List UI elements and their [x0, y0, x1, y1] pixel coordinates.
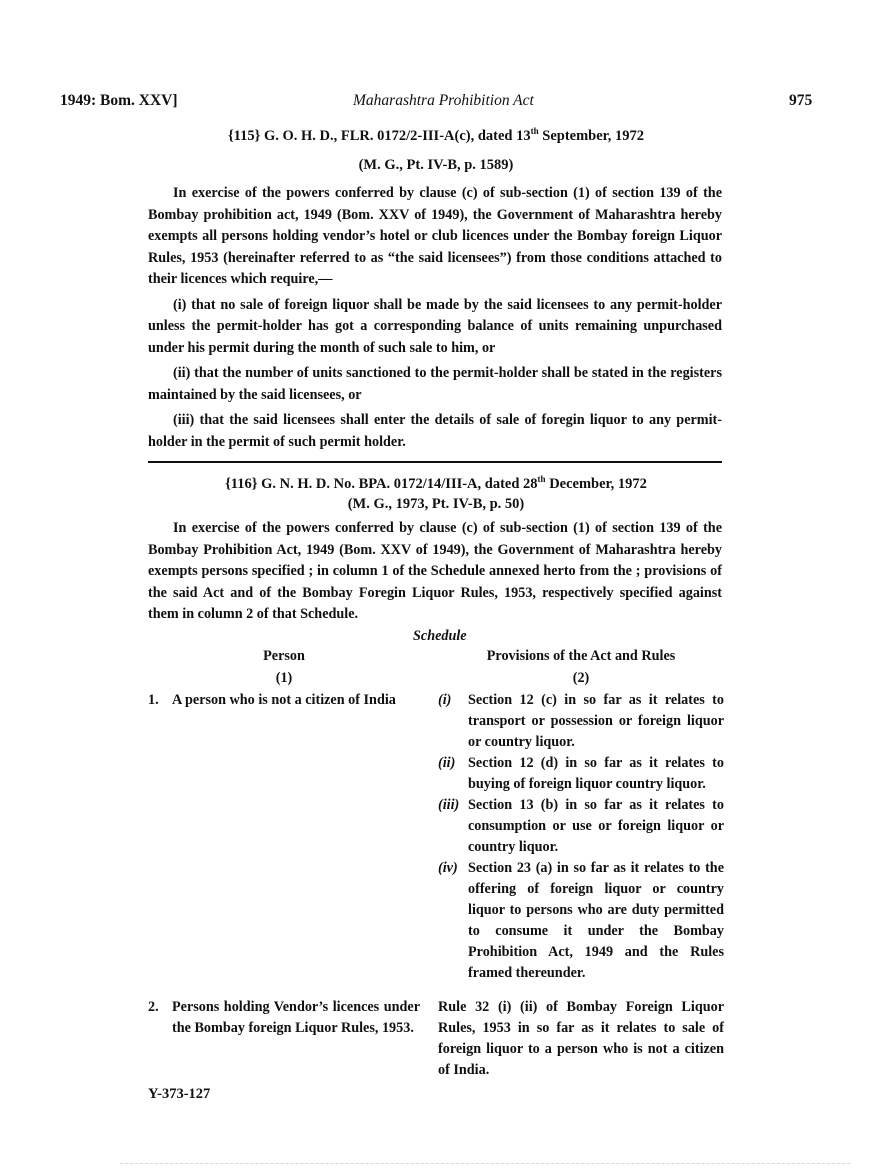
section-divider	[148, 461, 722, 463]
col2-heading: Provisions of the Act and Rules	[486, 648, 676, 664]
schedule-row-1-person	[148, 690, 420, 711]
section-116-title: {116} G. N. H. D. No. BPA. 0172/14/III-A, dated 28th December, 1972	[225, 474, 647, 492]
section-115-clause-iii: (iii) that the said licensees shall enter the details of sale of foregin liquor to any permit-holder in the permit of such permit holder.	[148, 412, 722, 450]
schedule-row-2-person	[148, 997, 420, 1039]
section-116-citation: (M. G., 1973, Pt. IV-B, p. 50)	[347, 496, 525, 512]
section-116-body	[148, 518, 722, 630]
header-left: 1949: Bom. XXV]	[60, 92, 178, 109]
provision-item: (iii) Section 13 (b) in so far as it relates to consumption or use or foreign liquor or country liquor.	[438, 797, 724, 855]
section-115-body	[148, 183, 722, 457]
section-115-intro: In exercise of the powers conferred by clause (c) of sub-section (1) of section 139 of the Bombay prohibition act, 1949 (Bom. XXV of 1949), the Government of Maharashtra hereby exempts all persons holding vendor’s hotel or club licences under the Bombay foreign Liquor Rules, 1953 (hereinafter referred to as “the said licensees”) from those conditions attached to their licences which require,—	[148, 185, 722, 287]
page-number: 975	[789, 92, 813, 109]
provision-item: (i) Section 12 (c) in so far as it relates to transport or possession or foreign liquor or country liquor.	[438, 692, 724, 750]
list-item: 1. A person who is not a citizen of India	[148, 692, 396, 708]
section-115-clause-ii: (ii) that the number of units sanctioned to the permit-holder shall be stated in the registers maintained by the said licensees, or	[148, 365, 722, 403]
col1-number: (1)	[275, 670, 293, 686]
section-115-clause-i: (i) that no sale of foreign liquor shall be made by the said licensees to any permit-holder unless the permit-holder has got a corresponding balance of units remaining unpurchased under his permit during the month of such sale to him, or	[148, 296, 722, 356]
schedule-row-2-provision: Rule 32 (i) (ii) of Bombay Foreign Liquor Rules, 1953 in so far as it relates to sale of foreign liquor to a person who is not a citizen of India.	[438, 999, 724, 1078]
header-title: Maharashtra Prohibition Act	[353, 92, 534, 109]
list-item: 2. Persons holding Vendor’s licences under the Bombay foreign Liquor Rules, 1953.	[148, 999, 420, 1036]
section-115-citation: (M. G., Pt. IV-B, p. 1589)	[358, 157, 514, 173]
section-116-intro: In exercise of the powers conferred by clause (c) of sub-section (1) of section 139 of the Bombay Prohibition Act, 1949 (Bom. XXV of 1949), the Government of Maharashtra hereby exempts persons specified ; in column 1 of the Schedule annexed herto from the ; provisions of the said Act and of the Bombay Foregin Liquor Rules, 1953, respectively specified against them in column 2 of that Schedule.	[148, 520, 722, 622]
col2-number: (2)	[572, 670, 590, 686]
col1-heading: Person	[263, 648, 305, 664]
provision-item: (ii) Section 12 (d) in so far as it relates to buying of foreign liquor country liquor.	[438, 755, 724, 792]
provision-item: (iv) Section 23 (a) in so far as it relates to the offering of foreign liquor or country liquor to persons who are duty permitted to consume it under the Bombay Prohibition Act, 1949 and the Rules framed thereunder.	[438, 860, 724, 981]
schedule-row-1-provisions	[438, 690, 724, 984]
page-bottom-edge	[120, 1163, 850, 1164]
section-115-title: {115} G. O. H. D., FLR. 0172/2-III-A(c), dated 13th September, 1972	[227, 126, 645, 144]
schedule-label: Schedule	[413, 628, 467, 644]
footer-code: Y-373-127	[148, 1086, 211, 1102]
